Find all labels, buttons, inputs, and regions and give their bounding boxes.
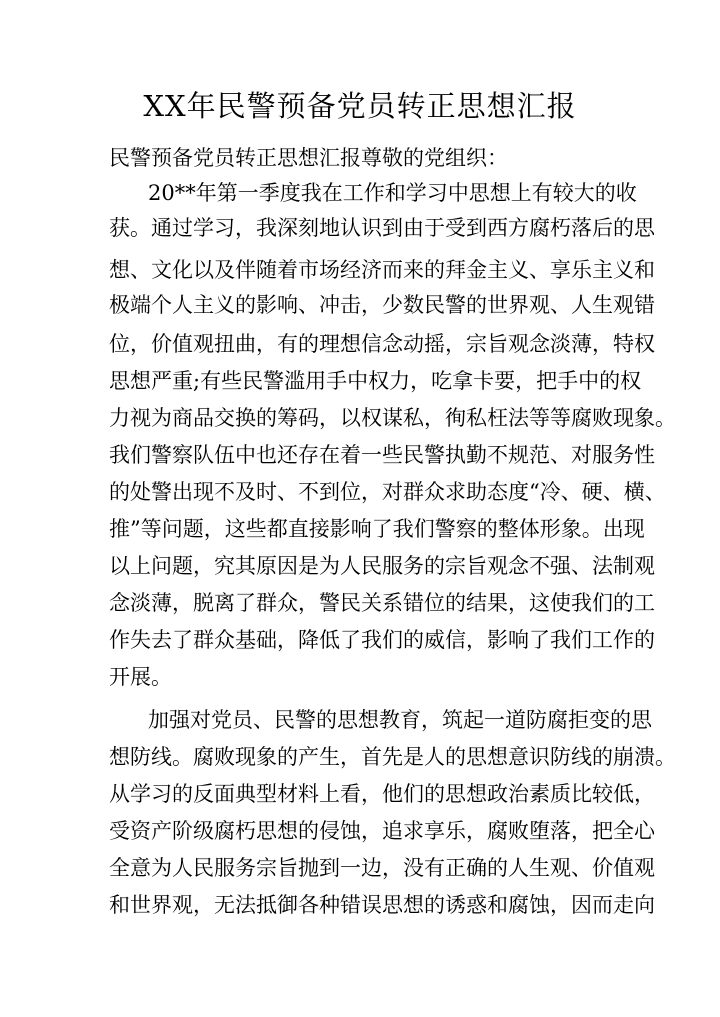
salutation-line: 民警预备党员转正思想汇报尊敬的党组织： (109, 146, 508, 170)
body-line: 力视为商品交换的筹码，以权谋私，徇私枉法等等腐败现象。 (109, 406, 676, 430)
body-line: 以上问题，究其原因是为人民服务的宗旨观念不强、法制观 (109, 554, 655, 578)
body-line: 从学习的反面典型材料上看，他们的思想政治素质比较低， (109, 782, 655, 806)
body-line: 作失去了群众基础，降低了我们的威信，影响了我们工作的 (109, 628, 655, 652)
body-line: 获。通过学习，我深刻地认识到由于受到西方腐朽落后的思 (109, 216, 655, 240)
body-line: 加强对党员、民警的思想教育，筑起一道防腐拒变的思 (148, 708, 652, 732)
body-line: 想、文化以及伴随着市场经济而来的拜金主义、享乐主义和 (109, 258, 655, 282)
body-line: 开展。 (109, 665, 172, 689)
body-line: 位，价值观扭曲，有的理想信念动摇，宗旨观念淡薄，特权 (109, 332, 655, 356)
body-line: 思想严重;有些民警滥用手中权力，吃拿卡要，把手中的权 (109, 369, 642, 393)
body-line: 念淡薄，脱离了群众，警民关系错位的结果，这使我们的工 (109, 591, 655, 615)
body-line: 全意为人民服务宗旨抛到一边，没有正确的人生观、价值观 (109, 856, 655, 880)
body-line: 和世界观，无法抵御各种错误思想的诱惑和腐蚀，因而走向 (109, 893, 655, 917)
body-line: 推”等问题，这些都直接影响了我们警察的整体形象。出现 (109, 517, 645, 541)
body-line: 想防线。腐败现象的产生，首先是人的思想意识防线的崩溃。 (109, 745, 676, 769)
document-title: XX年民警预备党员转正思想汇报 (143, 89, 577, 123)
body-line: 我们警察队伍中也还存在着一些民警执勤不规范、对服务性 (109, 443, 655, 467)
body-line: 极端个人主义的影响、冲击，少数民警的世界观、人生观错 (109, 293, 655, 317)
body-line: 20**年第一季度我在工作和学习中思想上有较大的收 (148, 181, 637, 205)
body-line: 受资产阶级腐朽思想的侵蚀，追求享乐，腐败堕落，把全心 (109, 819, 655, 843)
body-line: 的处警出现不及时、不到位，对群众求助态度“冷、硬、横、 (109, 480, 666, 504)
